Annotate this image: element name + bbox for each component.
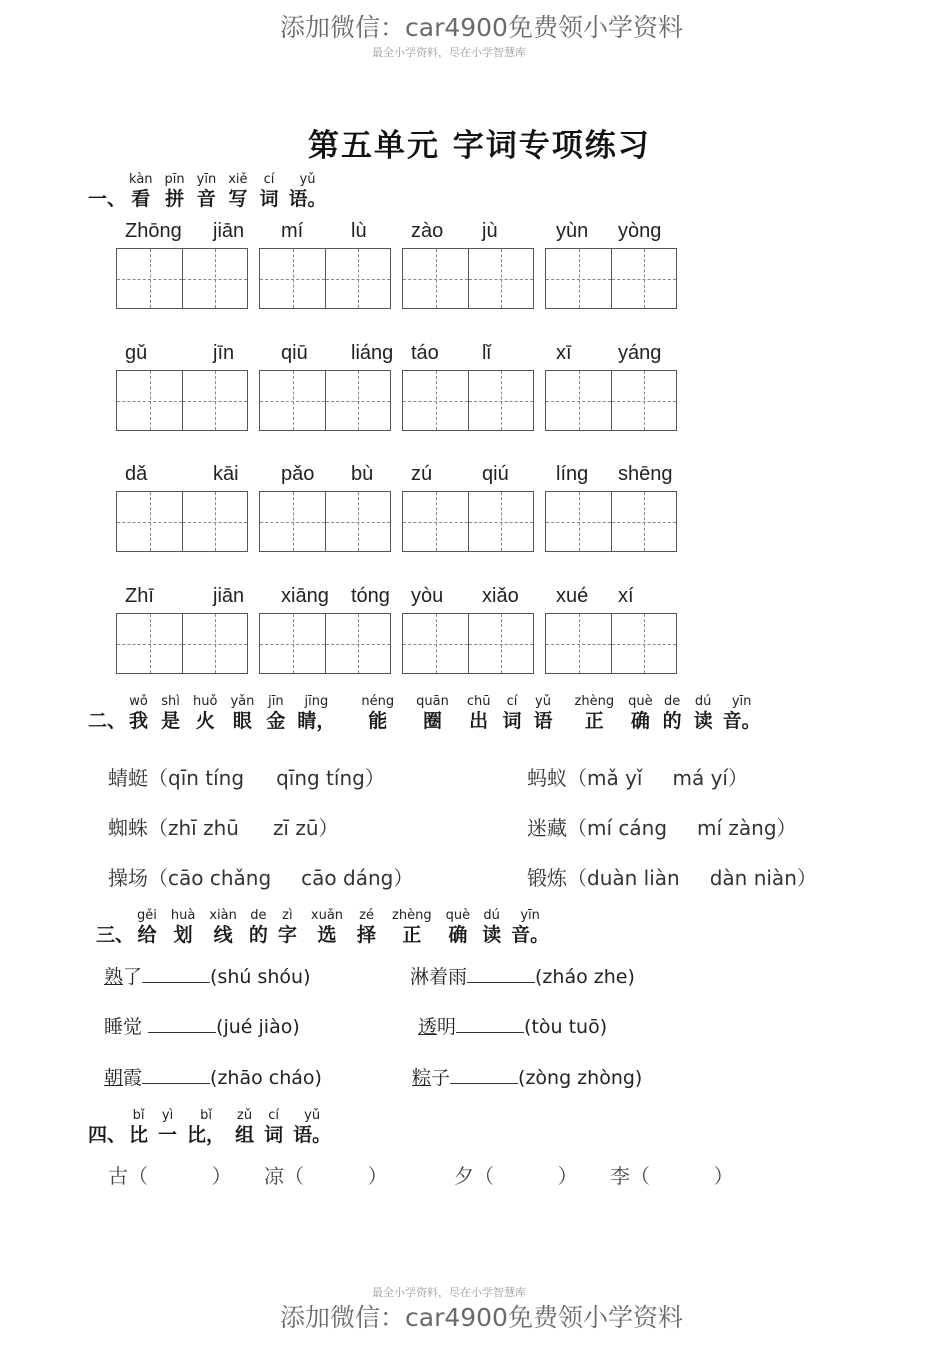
pinyin-label: shēng (618, 463, 673, 485)
ruby-char (694, 694, 713, 733)
ruby-hanzi: 组 (235, 1124, 255, 1146)
ruby-pinyin: kàn (129, 172, 153, 187)
section-number: 四、 (88, 1124, 127, 1146)
choice-option-a: （duàn liàn (567, 866, 680, 890)
writing-cell (546, 492, 611, 551)
ruby-pinyin: néng (361, 694, 395, 709)
word-box (259, 370, 391, 431)
pinyin-options: (tòu tuō) (524, 1016, 608, 1038)
ruby-hanzi: 读 (482, 924, 502, 946)
ruby-hanzi: 确 (630, 710, 650, 732)
pinyin-options: (zháo zhe) (535, 966, 635, 988)
tianzige-row (116, 248, 677, 309)
ruby-hanzi: 比 (129, 1124, 149, 1146)
pinyin-label: gǔ (125, 342, 148, 364)
ruby-char (357, 908, 376, 947)
ruby-pinyin: zhèng (392, 908, 432, 923)
ruby-hanzi: 选 (317, 924, 337, 946)
writing-cell (611, 492, 676, 551)
ruby-char (416, 694, 449, 733)
choice-word: 锻炼 (527, 866, 567, 890)
tianzige-row (116, 370, 677, 431)
ruby-char (482, 908, 501, 947)
ruby-char (165, 172, 185, 211)
ruby-hanzi: 词 (502, 710, 522, 732)
choice-item (108, 762, 385, 791)
word-box (402, 248, 534, 309)
writing-cell (546, 371, 611, 430)
choice-item (108, 812, 339, 841)
fill-word: 子 (431, 1067, 451, 1089)
ruby-char (230, 694, 254, 733)
ruby-pinyin: zì (282, 908, 293, 923)
ruby-hanzi: 眼 (232, 710, 252, 732)
ruby-char (467, 694, 491, 733)
pinyin-options: (shú shóu) (210, 966, 311, 988)
ruby-pinyin: cí (268, 1108, 279, 1123)
section-number: 二、 (88, 710, 127, 732)
ruby-pinyin: yǔ (299, 172, 316, 187)
section-number: 一、 (88, 188, 127, 210)
section-number: 三、 (96, 924, 135, 946)
writing-cell (546, 249, 611, 308)
ruby-char (193, 694, 217, 733)
ruby-pinyin: dú (694, 694, 712, 709)
writing-cell (611, 371, 676, 430)
ruby-hanzi: 划 (173, 924, 193, 946)
ruby-char (311, 908, 343, 947)
answer-blank (142, 1065, 210, 1084)
pinyin-label: bù (351, 463, 374, 485)
writing-cell (611, 614, 676, 673)
choice-option-b: dàn niàn） (709, 866, 817, 890)
writing-cell (468, 614, 533, 673)
ruby-pinyin: yīn (731, 694, 752, 709)
ruby-hanzi: 语。 (293, 1124, 332, 1146)
choice-option-a: （zhī zhū (148, 816, 239, 840)
pinyin-label: xí (618, 585, 634, 607)
ruby-hanzi: 语。 (288, 188, 327, 210)
choice-word: 蜘蛛 (108, 816, 148, 840)
word-box (259, 491, 391, 552)
ruby-hanzi: 金 (266, 710, 286, 732)
ruby-char (137, 908, 157, 947)
pinyin-label: lù (351, 220, 367, 242)
ruby-hanzi: 线 (213, 924, 233, 946)
ruby-char (361, 694, 394, 733)
ruby-pinyin: cí (263, 172, 275, 187)
ruby-pinyin: huà (170, 908, 196, 923)
fill-item (410, 962, 635, 989)
word-box (259, 248, 391, 309)
ruby-pinyin: pīn (164, 172, 185, 187)
pinyin-label: Zhōng (125, 220, 182, 242)
choice-option-b: má yí） (672, 766, 748, 790)
ruby-hanzi: 拼 (165, 188, 185, 210)
pinyin-label: líng (556, 463, 589, 485)
fill-item (418, 1012, 607, 1039)
ruby-char (446, 908, 471, 947)
ruby-hanzi: 是 (161, 710, 181, 732)
answer-blank (456, 1014, 524, 1033)
ruby-pinyin: gěi (137, 908, 157, 923)
writing-cell (325, 492, 390, 551)
ruby-pinyin: què (628, 694, 653, 709)
ruby-hanzi: 圈 (423, 710, 443, 732)
answer-blank (142, 964, 210, 983)
pinyin-label: jiān (213, 220, 245, 242)
writing-cell (260, 249, 325, 308)
pinyin-label: dǎ (125, 463, 148, 485)
ruby-char (235, 1108, 254, 1147)
section-4-heading (88, 1108, 331, 1147)
word-box (116, 491, 248, 552)
fill-word: 淋着雨 (410, 966, 468, 988)
ruby-char (392, 908, 432, 947)
bottom-faint-note: 最全小学资料，尽在小学智慧库 (372, 1286, 526, 1299)
pinyin-label: xiǎo (482, 585, 519, 607)
pinyin-label: xī (556, 342, 572, 364)
ruby-char (197, 172, 217, 211)
writing-cell (611, 249, 676, 308)
writing-cell (182, 614, 247, 673)
choice-word: 蜻蜓 (108, 766, 148, 790)
word-box (545, 613, 677, 674)
writing-cell (325, 249, 390, 308)
ruby-char (158, 1108, 177, 1147)
tianzige-row (116, 613, 677, 674)
pinyin-label: jīn (213, 342, 235, 364)
choice-word: 迷藏 (527, 816, 567, 840)
pinyin-label: mí (281, 220, 304, 242)
answer-blank (467, 964, 535, 983)
word-box (402, 613, 534, 674)
ruby-char (534, 694, 553, 733)
ruby-pinyin: xiàn (209, 908, 237, 923)
word-box (545, 248, 677, 309)
ruby-char (249, 908, 268, 947)
ruby-pinyin: dú (483, 908, 500, 923)
ruby-char (264, 1108, 283, 1147)
ruby-pinyin: yīn (520, 908, 540, 923)
section-3-heading (96, 908, 549, 947)
pinyin-options: (zhāo cháo) (210, 1067, 322, 1089)
ruby-char (289, 172, 327, 211)
ruby-hanzi: 我 (129, 710, 149, 732)
ruby-pinyin: jīn (268, 694, 284, 709)
pinyin-options: (jué jiào) (216, 1016, 300, 1038)
ruby-hanzi: 写 (228, 188, 248, 210)
pinyin-label: Zhī (125, 585, 154, 607)
top-faint-note: 最全小学资料，尽在小学智慧库 (372, 46, 526, 59)
underlined-char: 透 (418, 1016, 438, 1038)
ruby-char (228, 172, 247, 211)
writing-cell (403, 492, 468, 551)
writing-cell (546, 614, 611, 673)
pinyin-label: qiū (281, 342, 308, 364)
ruby-char (129, 172, 153, 211)
pinyin-label: xiāng (281, 585, 329, 607)
writing-cell (403, 249, 468, 308)
ruby-pinyin: zhèng (574, 694, 615, 709)
ruby-pinyin: zǔ (237, 1108, 253, 1123)
fill-word: 了 (123, 966, 143, 988)
pinyin-label: tóng (351, 585, 390, 607)
word-box (116, 248, 248, 309)
writing-cell (468, 249, 533, 308)
ruby-pinyin: shì (161, 694, 180, 709)
ruby-hanzi: 的 (248, 924, 268, 946)
choice-option-a: （mí cáng (567, 816, 668, 840)
writing-cell (260, 492, 325, 551)
ruby-char (297, 694, 335, 733)
answer-blank (148, 1014, 216, 1033)
section-1-heading (88, 172, 327, 211)
ruby-char (628, 694, 653, 733)
top-watermark: 添加微信：car4900免费领小学资料 (280, 13, 683, 42)
ruby-hanzi: 音。 (511, 924, 550, 946)
ruby-char (293, 1108, 331, 1147)
choice-option-a: （cāo chǎng (148, 866, 272, 890)
writing-cell (260, 614, 325, 673)
writing-cell (182, 371, 247, 430)
word-box (116, 613, 248, 674)
choice-word: 蚂蚁 (527, 766, 567, 790)
choice-word: 操场 (108, 866, 148, 890)
ruby-pinyin: yīn (196, 172, 217, 187)
ruby-pinyin: wǒ (129, 694, 148, 709)
writing-cell (260, 371, 325, 430)
ruby-hanzi: 语 (533, 710, 553, 732)
ruby-hanzi: 字 (277, 924, 297, 946)
pinyin-label: jù (482, 220, 498, 242)
ruby-pinyin: què (445, 908, 471, 923)
underlined-char: 朝 (104, 1067, 124, 1089)
ruby-pinyin: quān (416, 694, 449, 709)
ruby-char (187, 1108, 225, 1147)
ruby-char (503, 694, 522, 733)
fill-item (104, 1012, 300, 1039)
fill-word: 明 (437, 1016, 457, 1038)
ruby-pinyin: xuǎn (310, 908, 344, 923)
pinyin-label: kāi (213, 463, 239, 485)
writing-cell (117, 614, 182, 673)
pinyin-label: pǎo (281, 463, 315, 485)
ruby-hanzi: 正 (584, 710, 604, 732)
ruby-hanzi: 给 (137, 924, 157, 946)
pinyin-label: yòu (411, 585, 444, 607)
ruby-hanzi: 择 (357, 924, 377, 946)
choice-option-b: mí zàng） (697, 816, 797, 840)
ruby-char (260, 172, 279, 211)
pinyin-label: qiú (482, 463, 509, 485)
ruby-char (278, 908, 297, 947)
ruby-pinyin: cí (506, 694, 518, 709)
ruby-pinyin: zé (359, 908, 374, 923)
ruby-char (161, 694, 180, 733)
writing-cell (403, 371, 468, 430)
ruby-char (723, 694, 761, 733)
ruby-pinyin: yǎn (230, 694, 255, 709)
ruby-hanzi: 读 (693, 710, 713, 732)
ruby-char (575, 694, 615, 733)
word-box (545, 491, 677, 552)
fill-word: 睡觉 (104, 1016, 149, 1038)
writing-cell (468, 492, 533, 551)
choice-option-a: （qīn tíng (148, 766, 245, 790)
answer-blank (450, 1065, 518, 1084)
writing-cell (117, 249, 182, 308)
word-box (402, 370, 534, 431)
pinyin-label: yòng (618, 220, 662, 242)
section-2-heading (88, 694, 761, 733)
choice-item (108, 862, 413, 891)
ruby-char (209, 908, 237, 947)
writing-cell (325, 614, 390, 673)
pinyin-options: (zòng zhòng) (518, 1067, 643, 1089)
choice-item (527, 862, 817, 891)
compare-item: 古（ ） (108, 1164, 232, 1188)
ruby-hanzi: 确 (448, 924, 468, 946)
ruby-pinyin: huǒ (193, 694, 218, 709)
word-box (402, 491, 534, 552)
ruby-hanzi: 音。 (722, 710, 761, 732)
ruby-hanzi: 看 (131, 188, 151, 210)
choice-option-b: cāo dáng） (301, 866, 414, 890)
pinyin-label: yùn (556, 220, 589, 242)
choice-option-a: （mǎ yǐ (567, 766, 643, 790)
page-title: 第五单元 字词专项练习 (308, 128, 651, 164)
ruby-pinyin: bǐ (200, 1108, 212, 1123)
ruby-hanzi: 音 (196, 188, 216, 210)
fill-word: 霞 (123, 1067, 143, 1089)
ruby-pinyin: yǔ (535, 694, 551, 709)
writing-cell (182, 492, 247, 551)
writing-cell (468, 371, 533, 430)
fill-item (104, 1063, 322, 1090)
ruby-pinyin: jīng (304, 694, 329, 709)
ruby-char (129, 1108, 148, 1147)
pinyin-label: xué (556, 585, 589, 607)
ruby-pinyin: yǔ (304, 1108, 321, 1123)
ruby-hanzi: 的 (662, 710, 682, 732)
ruby-char (129, 694, 148, 733)
pinyin-label: táo (411, 342, 439, 364)
writing-cell (182, 249, 247, 308)
ruby-char (511, 908, 549, 947)
ruby-pinyin: yì (161, 1108, 174, 1123)
fill-item (104, 962, 311, 989)
bottom-watermark: 添加微信：car4900免费领小学资料 (280, 1303, 683, 1332)
ruby-pinyin: de (250, 908, 267, 923)
compare-item: 夕（ ） (454, 1164, 578, 1188)
ruby-char (266, 694, 285, 733)
choice-item (527, 762, 748, 791)
compare-item: 凉（ ） (264, 1164, 388, 1188)
ruby-pinyin: de (663, 694, 681, 709)
ruby-char (171, 908, 195, 947)
underlined-char: 粽 (412, 1067, 432, 1089)
pinyin-label: lǐ (482, 342, 491, 364)
ruby-hanzi: 出 (469, 710, 489, 732)
ruby-hanzi: 能 (368, 710, 388, 732)
word-box (259, 613, 391, 674)
pinyin-label: liáng (351, 342, 394, 364)
ruby-pinyin: bǐ (132, 1108, 145, 1123)
ruby-hanzi: 正 (402, 924, 422, 946)
ruby-hanzi: 睛， (297, 710, 336, 732)
writing-cell (325, 371, 390, 430)
writing-cell (117, 492, 182, 551)
ruby-char (663, 694, 682, 733)
writing-cell (403, 614, 468, 673)
writing-cell (117, 371, 182, 430)
pinyin-label: jiān (213, 585, 245, 607)
ruby-hanzi: 一 (158, 1124, 178, 1146)
pinyin-label: zú (411, 463, 433, 485)
word-box (116, 370, 248, 431)
ruby-hanzi: 词 (264, 1124, 284, 1146)
choice-option-b: zī zū） (272, 816, 339, 840)
pinyin-label: zào (411, 220, 444, 242)
fill-item (412, 1063, 642, 1090)
underlined-char: 熟 (104, 966, 124, 988)
ruby-pinyin: chū (466, 694, 491, 709)
ruby-hanzi: 比， (187, 1124, 226, 1146)
tianzige-row (116, 491, 677, 552)
choice-item (527, 812, 797, 841)
ruby-hanzi: 词 (259, 188, 279, 210)
ruby-hanzi: 火 (195, 710, 215, 732)
choice-option-b: qīng tíng） (276, 766, 385, 790)
ruby-pinyin: xiě (228, 172, 248, 187)
compare-item: 李（ ） (610, 1164, 734, 1188)
pinyin-label: yáng (618, 342, 662, 364)
word-box (545, 370, 677, 431)
